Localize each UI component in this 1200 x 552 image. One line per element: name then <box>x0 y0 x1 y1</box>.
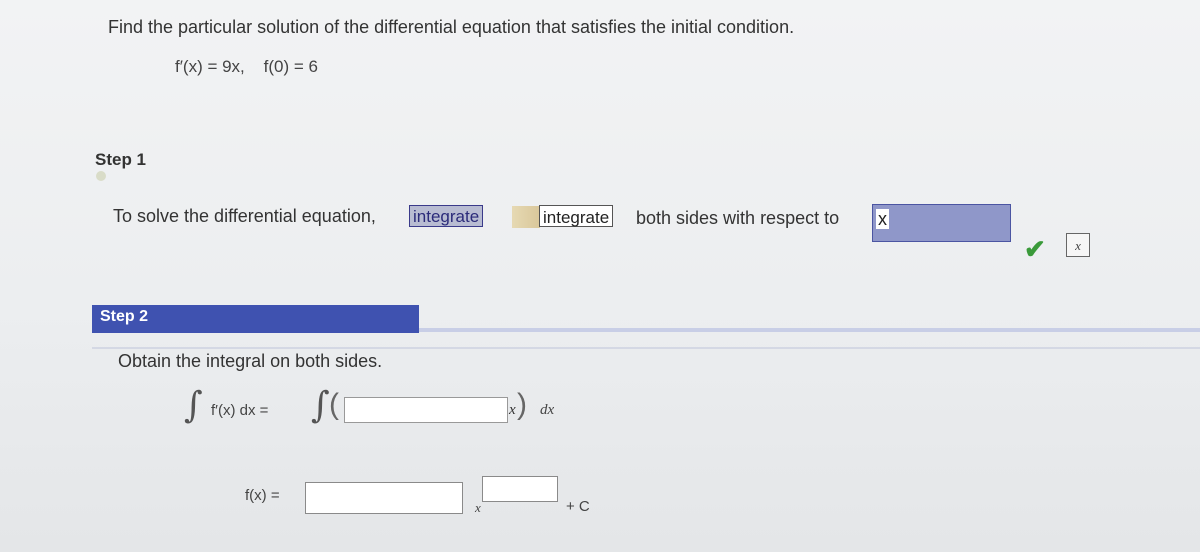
step1-marker <box>96 171 106 181</box>
step2-label: Step 2 <box>100 308 149 325</box>
operation-dropdown[interactable]: integrate <box>409 205 483 227</box>
fx-label: f(x) = <box>245 487 280 504</box>
close-paren: ) <box>517 388 527 421</box>
constant-term: + C <box>566 498 590 515</box>
operation-answer[interactable]: integrate <box>539 205 613 227</box>
variable-answer-field[interactable] <box>872 204 1011 242</box>
problem-title: Find the particular solution of the differential equation that satisfies the initial condition. <box>108 17 795 37</box>
step1-label: Step 1 <box>95 150 147 169</box>
step2-divider <box>419 328 1200 332</box>
integral-sign-left: ∫ <box>184 385 203 426</box>
exponent-input[interactable] <box>482 476 558 502</box>
antiderivative-coefficient-input[interactable] <box>305 482 463 514</box>
open-paren: ( <box>329 388 339 421</box>
integrand-coefficient-input[interactable] <box>344 397 508 423</box>
step2-instruction: Obtain the integral on both sides. <box>118 351 383 371</box>
step1-sentence-start: To solve the differential equation, <box>113 206 376 226</box>
base-variable: x <box>475 500 481 515</box>
integral-lhs: f′(x) dx = <box>211 402 269 419</box>
dx-label: dx <box>540 402 555 418</box>
integrand-variable: x <box>509 402 516 418</box>
variable-answer-value: x <box>878 209 887 229</box>
checkmark-icon: ✔ <box>1024 234 1046 264</box>
pencil-icon <box>512 206 540 228</box>
step1-sentence-end: both sides with respect to <box>636 208 840 228</box>
step2-divider-lower <box>92 347 1200 349</box>
problem-equation: f′(x) = 9x, f(0) = 6 <box>175 57 319 76</box>
integral-sign-right: ∫ <box>311 385 330 426</box>
math-symbol-button[interactable]: x <box>1066 233 1090 257</box>
